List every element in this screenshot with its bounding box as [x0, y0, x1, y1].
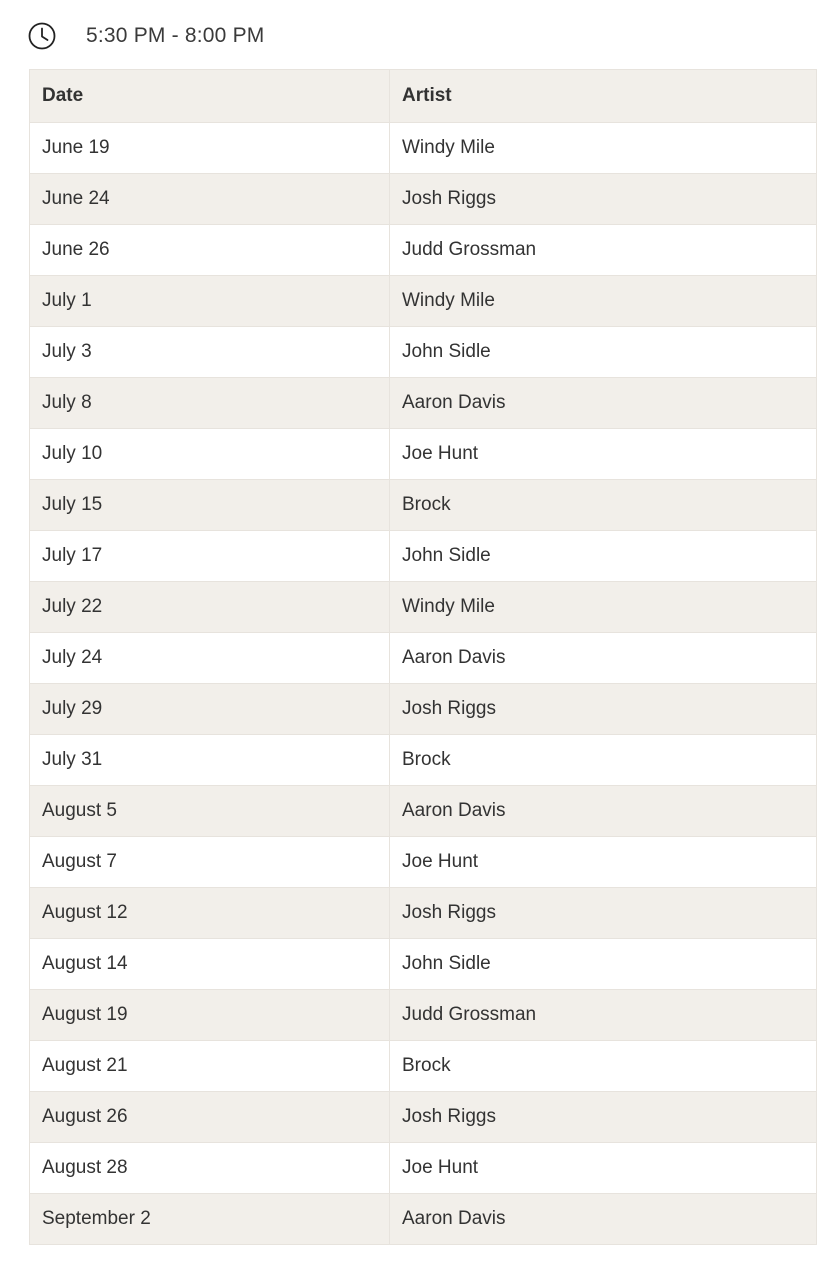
event-time-text: 5:30 PM - 8:00 PM: [86, 24, 265, 47]
table-row: [30, 225, 817, 276]
table-row: [30, 888, 817, 939]
clock-icon: [28, 22, 56, 50]
table-row: [30, 1092, 817, 1143]
table-row: [30, 531, 817, 582]
column-header-date: Date: [30, 70, 390, 123]
artist-cell: Josh Riggs: [390, 1092, 817, 1143]
artist-cell: John Sidle: [390, 531, 817, 582]
event-time: [28, 18, 264, 54]
artist-cell: Windy Mile: [390, 582, 817, 633]
artist-cell: Aaron Davis: [390, 1194, 817, 1245]
table-header-row: [30, 70, 817, 123]
date-cell: July 8: [30, 378, 390, 429]
artist-cell: Josh Riggs: [390, 888, 817, 939]
artist-cell: Josh Riggs: [390, 174, 817, 225]
date-cell: June 24: [30, 174, 390, 225]
table-row: [30, 1041, 817, 1092]
date-cell: August 7: [30, 837, 390, 888]
table-row: [30, 276, 817, 327]
artist-cell: Windy Mile: [390, 276, 817, 327]
artist-cell: Brock: [390, 1041, 817, 1092]
date-cell: July 15: [30, 480, 390, 531]
date-cell: July 3: [30, 327, 390, 378]
date-cell: June 26: [30, 225, 390, 276]
table-row: [30, 735, 817, 786]
table-row: [30, 123, 817, 174]
table-row: [30, 327, 817, 378]
date-cell: July 29: [30, 684, 390, 735]
artist-cell: Josh Riggs: [390, 684, 817, 735]
date-cell: August 19: [30, 990, 390, 1041]
artist-cell: Joe Hunt: [390, 1143, 817, 1194]
artist-cell: Joe Hunt: [390, 837, 817, 888]
date-cell: July 24: [30, 633, 390, 684]
table-row: [30, 837, 817, 888]
date-cell: July 17: [30, 531, 390, 582]
table-row: [30, 684, 817, 735]
table-row: [30, 429, 817, 480]
artist-cell: Judd Grossman: [390, 990, 817, 1041]
artist-cell: Brock: [390, 735, 817, 786]
table-row: [30, 990, 817, 1041]
artist-cell: Aaron Davis: [390, 786, 817, 837]
table-row: [30, 1143, 817, 1194]
date-cell: September 2: [30, 1194, 390, 1245]
date-cell: June 19: [30, 123, 390, 174]
table-row: [30, 378, 817, 429]
artist-cell: Aaron Davis: [390, 378, 817, 429]
date-cell: August 14: [30, 939, 390, 990]
table-header: [30, 70, 817, 123]
table-row: [30, 582, 817, 633]
artist-cell: Windy Mile: [390, 123, 817, 174]
table-row: [30, 174, 817, 225]
table-row: [30, 786, 817, 837]
date-cell: August 21: [30, 1041, 390, 1092]
table-row: [30, 633, 817, 684]
date-cell: August 5: [30, 786, 390, 837]
date-cell: July 22: [30, 582, 390, 633]
date-cell: August 26: [30, 1092, 390, 1143]
schedule-table: [29, 69, 817, 1245]
date-cell: July 1: [30, 276, 390, 327]
date-cell: July 10: [30, 429, 390, 480]
table-body: [30, 123, 817, 1245]
artist-cell: Brock: [390, 480, 817, 531]
date-cell: August 12: [30, 888, 390, 939]
artist-cell: Aaron Davis: [390, 633, 817, 684]
table-row: [30, 1194, 817, 1245]
date-cell: July 31: [30, 735, 390, 786]
artist-cell: John Sidle: [390, 939, 817, 990]
artist-cell: John Sidle: [390, 327, 817, 378]
artist-cell: Joe Hunt: [390, 429, 817, 480]
artist-cell: Judd Grossman: [390, 225, 817, 276]
date-cell: August 28: [30, 1143, 390, 1194]
table-row: [30, 939, 817, 990]
column-header-artist: Artist: [390, 70, 817, 123]
table-row: [30, 480, 817, 531]
